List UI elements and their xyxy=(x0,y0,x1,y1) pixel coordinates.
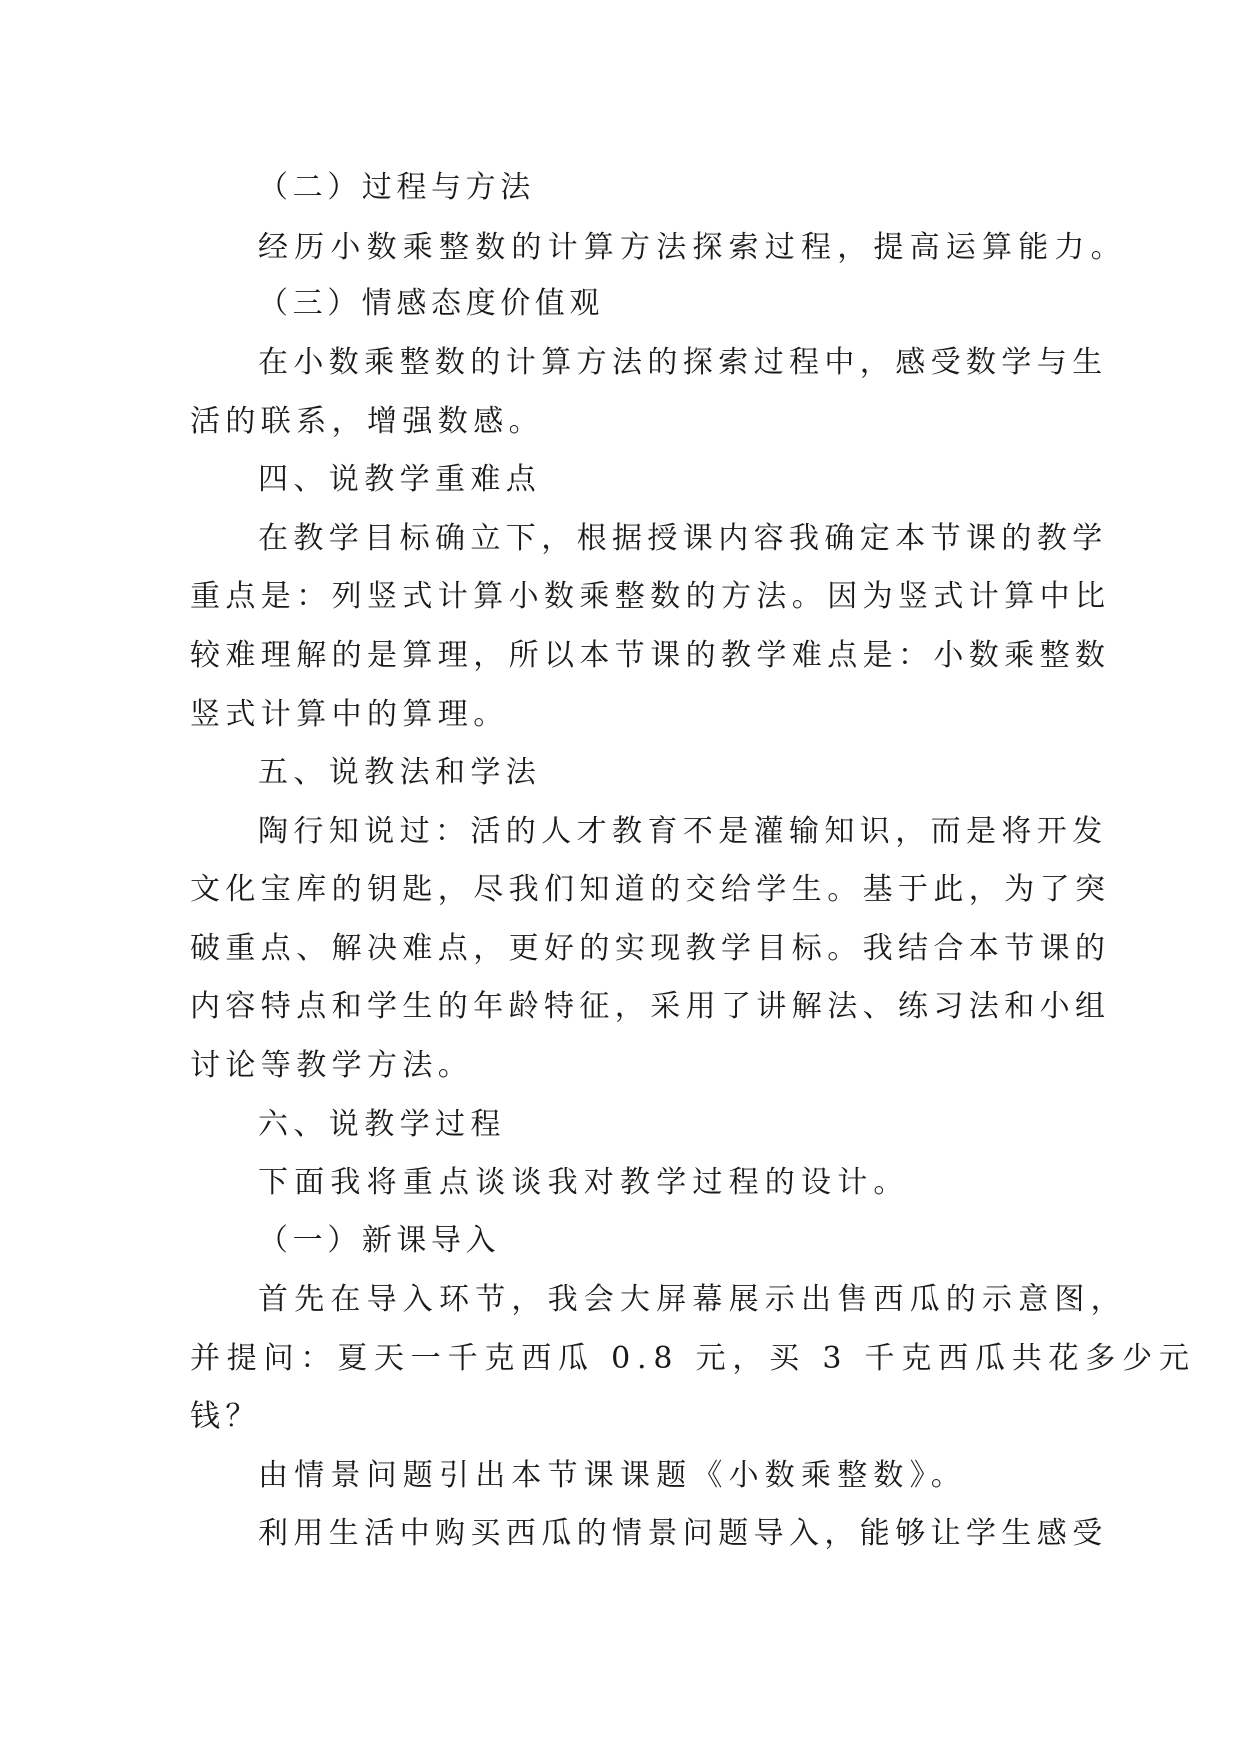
paragraph-line: 利用生活中购买西瓜的情景问题导入，能够让学生感受 xyxy=(258,1516,1108,1551)
paragraph-line: 文化宝库的钥匙，尽我们知道的交给学生。基于此，为了突 xyxy=(190,872,1111,907)
paragraph-line: 并提问：夏天一千克西瓜 0.8 元，买 3 千克西瓜共花多少元 xyxy=(190,1341,1196,1376)
paragraph-line: 竖式计算中的算理。 xyxy=(190,697,509,732)
section-heading: （三）情感态度价值观 xyxy=(258,286,604,321)
paragraph-line: 破重点、解决难点，更好的实现教学目标。我结合本节课的 xyxy=(190,931,1111,966)
paragraph-line: 重点是：列竖式计算小数乘整数的方法。因为竖式计算中比 xyxy=(190,579,1111,614)
paragraph-line: 讨论等教学方法。 xyxy=(190,1048,474,1083)
paragraph-line: 下面我将重点谈谈我对教学过程的设计。 xyxy=(258,1165,910,1200)
section-heading: 四、说教学重难点 xyxy=(258,462,542,497)
paragraph-line: 陶行知说过：活的人才教育不是灌输知识，而是将开发 xyxy=(258,814,1108,849)
paragraph-line: 经历小数乘整数的计算方法探索过程，提高运算能力。 xyxy=(258,230,1127,265)
paragraph-line: 首先在导入环节，我会大屏幕展示出售西瓜的示意图， xyxy=(258,1282,1127,1317)
section-heading: 六、说教学过程 xyxy=(258,1107,506,1142)
section-heading: （一）新课导入 xyxy=(258,1223,501,1258)
section-heading: 五、说教法和学法 xyxy=(258,755,542,790)
paragraph-line: 活的联系，增强数感。 xyxy=(190,404,544,439)
paragraph-line: 较难理解的是算理，所以本节课的教学难点是：小数乘整数 xyxy=(190,638,1111,673)
paragraph-line: 钱？ xyxy=(190,1399,261,1434)
paragraph-line: 内容特点和学生的年龄特征，采用了讲解法、练习法和小组 xyxy=(190,989,1111,1024)
paragraph-line: 在小数乘整数的计算方法的探索过程中，感受数学与生 xyxy=(258,345,1108,380)
section-heading: （二）过程与方法 xyxy=(258,170,535,205)
paragraph-line: 在教学目标确立下，根据授课内容我确定本节课的教学 xyxy=(258,521,1108,556)
paragraph-line: 由情景问题引出本节课课题《小数乘整数》。 xyxy=(258,1458,967,1493)
